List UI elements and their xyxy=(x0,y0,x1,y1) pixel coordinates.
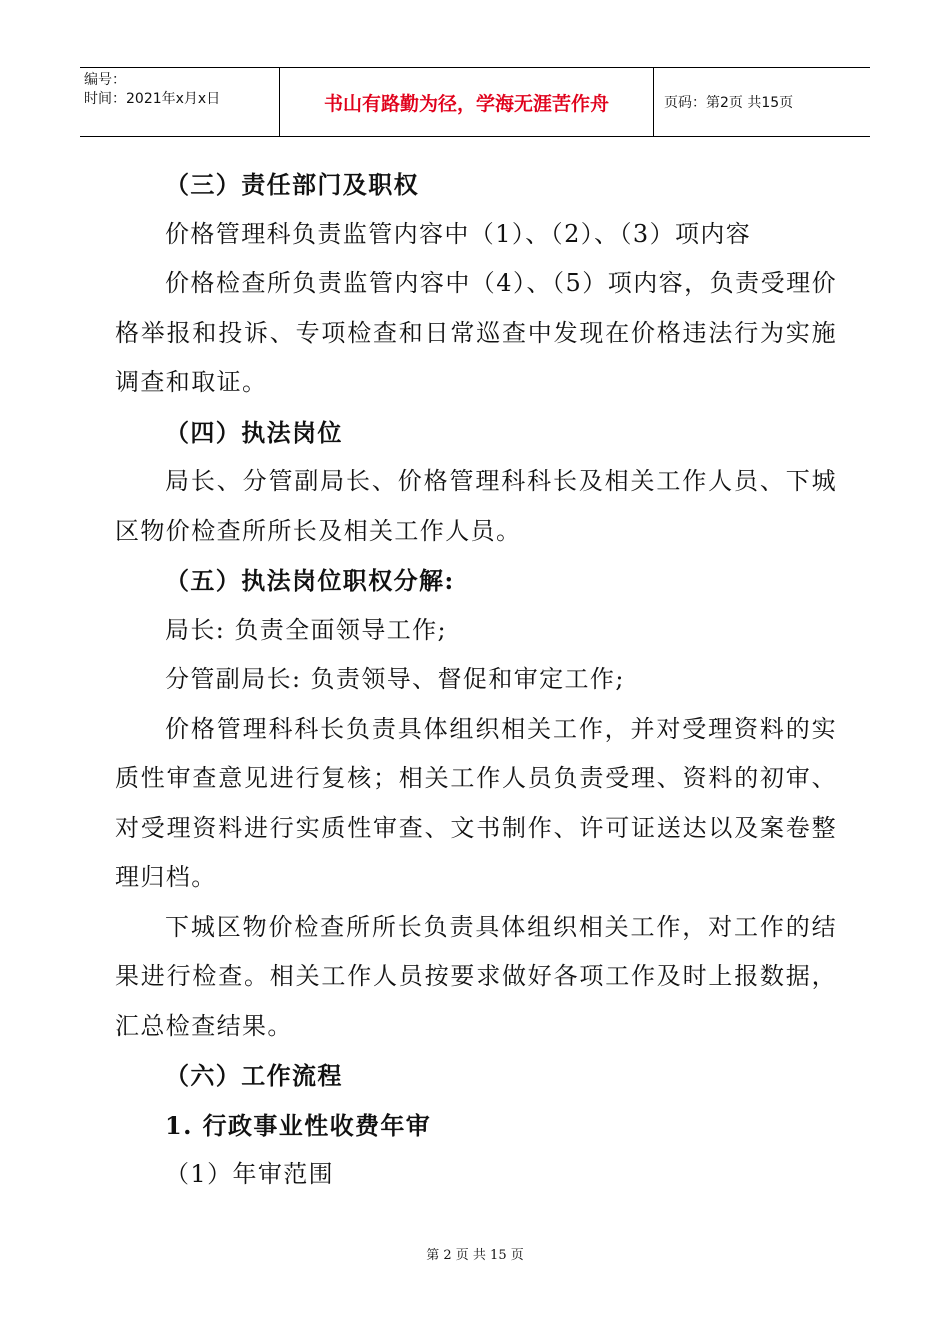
paragraph: 分管副局长: 负责领导、督促和审定工作; xyxy=(165,665,625,693)
section-heading-6: （六）工作流程 xyxy=(165,1061,343,1090)
page-header xyxy=(80,67,870,137)
header-meta xyxy=(80,68,280,136)
document-body xyxy=(115,160,837,1200)
section-heading-5: （五）执法岗位职权分解: xyxy=(165,566,455,595)
section-heading-4: （四）执法岗位 xyxy=(165,417,343,447)
time-label: 时间：2021年x月x日 xyxy=(84,91,221,107)
number-label: 编号： xyxy=(84,72,126,88)
paragraph: 局长: 负责全面领导工作; xyxy=(165,615,447,644)
section-heading-3: （三）责任部门及职权 xyxy=(165,170,419,199)
paragraph: 价格管理科负责监管内容中（1）、（2）、（3）项内容 xyxy=(165,219,752,248)
paragraph: 下城区物价检查所所长负责具体组织相关工作，对工作的结果进行检查。相关工作人员按要求做好各项工作及时上报数据，汇总检查结果。 xyxy=(115,912,837,1040)
header-motto: 书山有路勤为径，学海无涯苦作舟 xyxy=(280,68,654,136)
paragraph: 价格管理科科长负责具体组织相关工作，并对受理资料的实质性审查意见进行复核；相关工作人员负责受理、资料的初审、对受理资料进行实质性审查、文书制作、许可证送达以及案卷整理归档。 xyxy=(115,714,837,891)
header-page-info: 页码：第2页 共15页 xyxy=(664,95,794,111)
paragraph: 局长、分管副局长、价格管理科科长及相关工作人员、下城区物价检查所所长及相关工作人员。 xyxy=(115,467,837,545)
subsection-heading: 1. 行政事业性收费年审 xyxy=(165,1110,432,1140)
paragraph: （1）年审范围 xyxy=(165,1160,335,1188)
paragraph: 价格检查所负责监管内容中（4）、（5）项内容，负责受理价格举报和投诉、专项检查和日常巡查中发现在价格违法行为实施调查和取证。 xyxy=(115,269,837,396)
page-footer: 第 2 页 共 15 页 xyxy=(426,1248,524,1263)
